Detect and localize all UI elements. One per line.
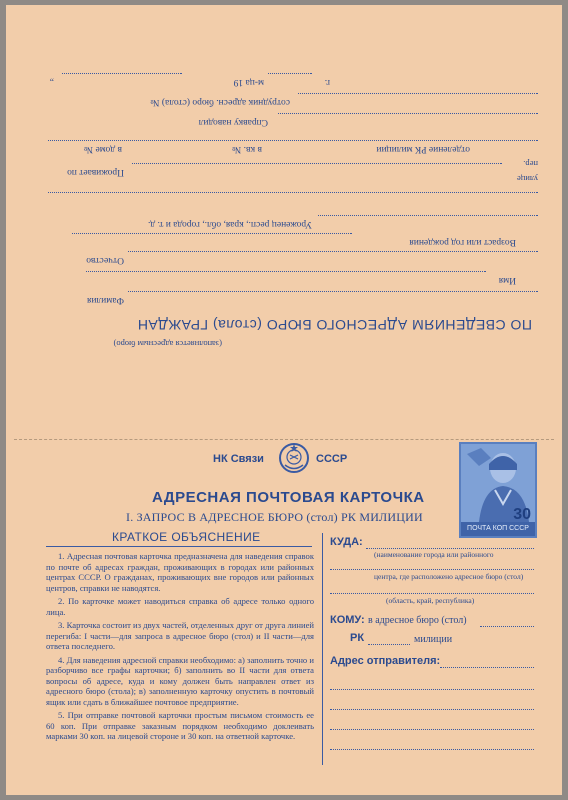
militia-text: милиции — [414, 634, 453, 645]
card-subtitle: I. ЗАПРОС В АДРЕСНОЕ БЮРО (стол) РК МИЛИЦИИ — [126, 510, 423, 524]
rk-label: РК — [350, 632, 365, 644]
age-label: Возраст или год рождения — [409, 237, 516, 247]
employee-line — [298, 93, 538, 94]
to-hint-2: центра, где расположено адресное бюро (стол) — [374, 572, 524, 581]
explanation-rule — [46, 546, 312, 547]
age-line — [72, 233, 352, 234]
to-hint-3: (область, край, республика) — [386, 596, 475, 605]
sender-line-2 — [330, 689, 534, 690]
postal-card — [6, 5, 562, 795]
ref-line — [278, 113, 538, 114]
to-label: КУДА: — [330, 536, 363, 548]
stamp-value: 30 — [513, 506, 531, 523]
whom-label: КОМУ: — [330, 614, 365, 626]
ref-label: Справку наводил — [198, 117, 268, 127]
stamp-caption: ПОЧТА КОП СССР — [461, 522, 535, 536]
sender-line-1 — [440, 667, 534, 668]
born-line-2 — [48, 192, 538, 193]
sender-line-5 — [330, 749, 534, 750]
fold-line — [14, 439, 554, 440]
to-hint-1: (наименование города или районного — [374, 550, 494, 559]
sender-line-4 — [330, 729, 534, 730]
rk-line — [368, 644, 410, 645]
born-line — [318, 215, 538, 216]
house-label: в доме № — [84, 144, 122, 154]
born-label: Уроженец респ., края, обл., города и т. д. — [147, 219, 312, 229]
explanation-item-5: 5. При отправке почтовой карточки простым письмом стоимость ее 60 коп. При отправке заказным порядком необходимо доклеивать марками 30 коп. на лицевой стороне и 30 коп. на ответной карточке. — [46, 710, 314, 741]
street-label: улице — [517, 174, 538, 184]
whom-line — [480, 626, 534, 627]
name-line — [86, 271, 486, 272]
family-label: Фамилия — [86, 295, 124, 305]
sender-label: Адрес отправителя: — [330, 655, 441, 667]
house-line — [48, 140, 538, 141]
apt-label: в кв. № — [232, 144, 262, 154]
explanation-item-4: 4. Для наведения адресной справки необходимо: а) заполнить точно и разборчиво все графы карточки; б) заполнить во II части для ответа вопросы об адресе, куда и кому должен быть направлен ответ из адресного бюро (стола); в) заполненную карточку опустить в почтовый ящик или сдать в ближайшее почтовое предприятие. — [46, 654, 314, 707]
emblem-right-text: СССР — [316, 453, 348, 465]
year-label: г. — [324, 77, 330, 87]
patronymic-line — [128, 251, 538, 252]
postage-stamp — [459, 442, 537, 538]
employee-label: сотрудник адресн. бюро (стола) № — [150, 97, 290, 107]
sender-line-3 — [330, 709, 534, 710]
lives-label: Проживает по — [67, 167, 124, 177]
coat-of-arms-icon — [277, 441, 311, 475]
reply-heading: ПО СВЕДЕНИЯМ АДРЕСНОГО БЮРО (стола) ГРАЖДАН — [137, 317, 532, 333]
emblem-left-text: НК Связи — [213, 453, 264, 465]
name-label: Имя — [498, 275, 516, 285]
reply-part-inverted — [6, 5, 562, 445]
patronymic-label: Отчество — [86, 255, 124, 265]
explanation-item-2: 2. По карточке может наводиться справка об адресе только одного лица. — [46, 596, 314, 617]
explanation-text — [46, 551, 314, 745]
column-divider — [322, 533, 323, 765]
lives-line — [132, 163, 502, 164]
whom-text: в адресное бюро (стол) — [368, 615, 467, 626]
explanation-item-3: 3. Карточка состоит из двух частей, отделенных друг от друга линией перегиба: I части—для запроса в адресное бюро (стол) и II части—для ответа последнего. — [46, 620, 314, 651]
explanation-item-1: 1. Адресная почтовая карточка предназначена для наведения справок по почте об адресах граждан, проживающих в городах или районных центрах СССР. О гражданах, проживающих вне городов или районных центров, справки не наводятся. — [46, 551, 314, 593]
to-line-3 — [330, 593, 534, 594]
dept-label: отделение РК милиции — [376, 144, 470, 154]
date-quote: „ — [49, 77, 54, 87]
fill-note: (заполняется адресным бюро) — [113, 339, 222, 349]
explanation-title: КРАТКОЕ ОБЪЯСНЕНИЕ — [112, 530, 261, 544]
to-line-1 — [366, 548, 534, 549]
month-label: м-ца 19 — [233, 77, 264, 87]
to-line-2 — [330, 569, 534, 570]
lane-label: пер. — [523, 159, 538, 169]
family-line — [128, 291, 538, 292]
day-line — [62, 73, 182, 74]
card-title: АДРЕСНАЯ ПОЧТОВАЯ КАРТОЧКА — [152, 489, 425, 506]
year-line — [268, 73, 312, 74]
